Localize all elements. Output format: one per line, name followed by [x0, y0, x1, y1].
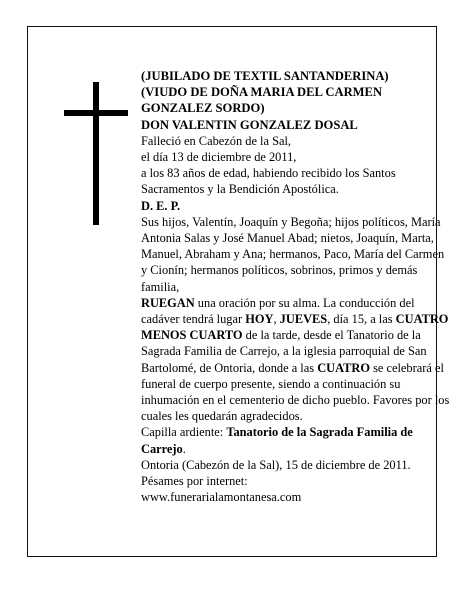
dep-label: D. E. P. — [141, 198, 181, 213]
website-link[interactable]: www.funerarialamontanesa.com — [141, 490, 302, 505]
request-text-2: , — [273, 312, 280, 327]
header-widower: (VIUDO DE DOÑA MARIA DEL CARMEN GONZALEZ SORDO) — [141, 85, 383, 116]
place-date: Ontoria (Cabezón de la Sal), 15 de diciembre de 2011. — [141, 457, 411, 472]
header-company: (JUBILADO DE TEXTIL SANTANDERINA) — [141, 69, 389, 83]
chapel-end: . — [182, 441, 186, 456]
request-text-1: una oración por su alma. La conducción del cadáver tendrá lugar — [141, 295, 415, 327]
ruegan-label: RUEGAN — [141, 295, 195, 310]
hoy-label: HOY — [245, 312, 274, 327]
cross-icon-crossbar — [64, 110, 128, 116]
cuatro-label: CUATRO — [317, 360, 370, 375]
death-age-sacraments: a los 83 años de edad, habiendo recibido los Santos Sacramentos y la Bendición Apostólica. — [141, 166, 396, 197]
cross-icon — [93, 82, 99, 225]
family-list: Sus hijos, Valentín, Joaquín y Begoña; hijos políticos, María Antonia Salas y José Manuel Abad; nietos, Joaquín, Marta, Manuel, Abraham y Ana; hermanos, Paco, María del Carmen y Cionín; hermanos políticos, sobrinos, primos y demás familia, — [141, 214, 445, 294]
request-text-4: de la tarde, desde el Tanatorio de la Sagrada Familia de Carrejo, a la iglesia parroquial de San Bartolomé, de Ontoria, donde a las — [141, 328, 427, 375]
request-text-5: se celebrará el funeral de cuerpo presente, siendo a continuación su inhumación en el cementerio de dicho pueblo. Favores por los cuales les quedarán agradecidos. — [141, 360, 450, 424]
chapel-label: Capilla ardiente: — [141, 425, 227, 440]
chapel-place: Tanatorio de la Sagrada Familia de Carrejo — [141, 425, 413, 456]
funeral-request — [141, 295, 453, 425]
death-place: Falleció en Cabezón de la Sal, — [141, 133, 292, 148]
obituary-frame — [27, 26, 450, 557]
obituary-text — [141, 68, 453, 505]
jueves-label: JUEVES — [279, 312, 328, 327]
request-text-3: , día 15, a las — [327, 312, 396, 327]
condolences-label: Pésames por internet: — [141, 474, 248, 489]
death-date: el día 13 de diciembre de 2011, — [141, 150, 297, 165]
chapel-info — [141, 424, 453, 456]
deceased-name: DON VALENTIN GONZALEZ DOSAL — [141, 117, 358, 132]
time-label: CUATRO MENOS CUARTO — [141, 312, 449, 343]
